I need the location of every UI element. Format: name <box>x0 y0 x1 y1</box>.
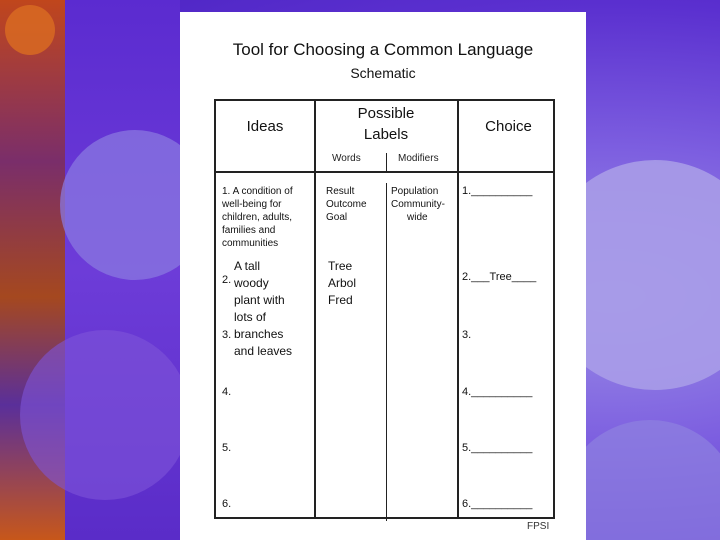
idea-1-line: communities <box>222 238 279 249</box>
words-2 <box>328 258 356 309</box>
column-divider <box>314 101 316 517</box>
idea-1-line: 1. A condition of <box>222 186 293 197</box>
idea-2-line: and leaves <box>234 344 293 358</box>
choice-4: 4.__________ <box>462 386 533 398</box>
word-label: Fred <box>328 293 353 307</box>
word-label: Result <box>326 186 355 197</box>
idea-4-number: 4. <box>222 386 232 398</box>
modifier-label: Community- <box>391 199 445 210</box>
header-possible: Possible <box>357 105 415 122</box>
idea-3-number: 3. <box>222 329 232 341</box>
gear-decoration-top-left <box>5 5 55 55</box>
idea-5-number: 5. <box>222 442 232 454</box>
header-ideas: Ideas <box>246 118 284 135</box>
idea-6-number: 6. <box>222 498 232 510</box>
choice-1: 1.__________ <box>462 185 533 197</box>
subheader-modifiers: Modifiers <box>398 153 439 164</box>
gear-decoration-bottom-left <box>20 330 190 500</box>
subcolumn-divider <box>386 183 387 521</box>
column-divider <box>457 101 459 517</box>
word-label: Goal <box>326 212 348 223</box>
document-subtitle: Schematic <box>350 65 416 81</box>
modifier-label: Population <box>391 186 439 197</box>
choice-6: 6.__________ <box>462 498 533 510</box>
idea-2-line: woody <box>234 276 269 290</box>
schematic-table <box>214 99 555 519</box>
footer-logo-text: FPSI <box>527 521 550 532</box>
idea-1-line: children, adults, <box>222 212 293 223</box>
subheader-words: Words <box>332 153 361 164</box>
idea-2-line: plant with <box>234 293 285 307</box>
word-label: Outcome <box>326 199 367 210</box>
header-choice: Choice <box>485 118 532 135</box>
modifiers-1 <box>391 185 445 224</box>
idea-2-line: A tall <box>234 259 261 273</box>
choice-3: 3. <box>462 329 472 341</box>
idea-2-number: 2. <box>222 274 232 286</box>
header-labels: Labels <box>363 126 409 143</box>
word-label: Arbol <box>328 276 357 290</box>
modifier-label: wide <box>407 212 428 223</box>
idea-1-line: families and <box>222 225 276 236</box>
choice-2: 2.___Tree____ <box>462 271 537 283</box>
idea-1 <box>222 185 293 250</box>
header-divider <box>216 171 553 173</box>
idea-2-line: lots of <box>234 310 267 324</box>
words-1 <box>326 185 367 224</box>
document-page <box>180 12 586 540</box>
idea-1-line: well-being for <box>222 199 282 210</box>
subcolumn-divider <box>386 153 387 171</box>
word-label: Tree <box>328 259 353 273</box>
document-title: Tool for Choosing a Common Language <box>232 40 534 59</box>
idea-2 <box>234 258 292 360</box>
idea-2-line: branches <box>234 327 284 341</box>
choice-5: 5.__________ <box>462 442 533 454</box>
